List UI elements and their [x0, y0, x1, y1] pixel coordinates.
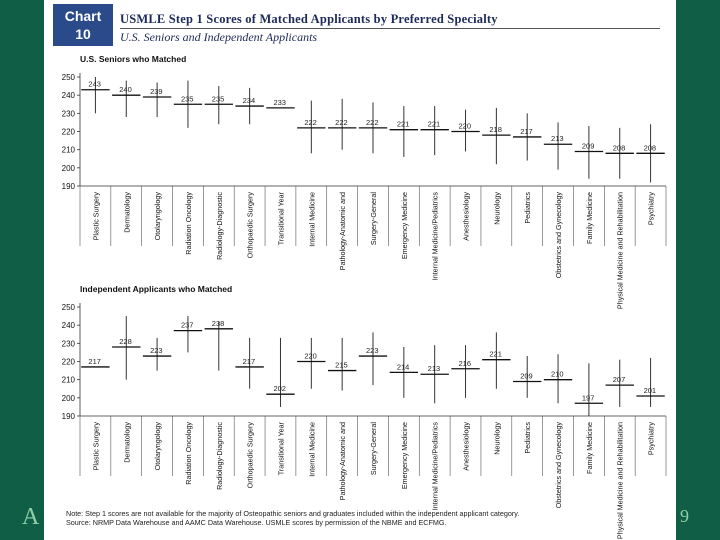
- slide-page-number: 9: [680, 506, 689, 526]
- slide-right-band: [676, 0, 720, 540]
- mean-score-label: 221: [396, 119, 410, 129]
- specialty-label: Family Medicine: [584, 192, 594, 244]
- mean-score-label: 210: [551, 369, 564, 379]
- mean-score-label: 240: [119, 85, 132, 95]
- mean-score-label: 218: [489, 125, 502, 135]
- specialty-label: Radiation Oncology: [183, 422, 193, 485]
- mean-score-label: 235: [180, 94, 194, 104]
- note-text: Note: Step 1 scores are not available for the majority of Osteopathic seniors and graduates included within the independent applicant category.: [66, 509, 520, 518]
- specialty-label: Emergency Medicine: [399, 192, 409, 260]
- specialty-label: Orthopaedic Surgery: [245, 422, 255, 489]
- mean-score-label: 239: [150, 86, 163, 96]
- mean-score-label: 214: [396, 362, 410, 372]
- specialty-label: Internal Medicine/Pediatrics: [430, 192, 440, 281]
- mean-score-label: 235: [211, 94, 225, 104]
- specialty-label: Anesthesiology: [461, 192, 471, 241]
- specialty-label: Transitional Year: [276, 192, 286, 246]
- mean-score-label: 223: [366, 346, 379, 356]
- source-text: Source: NRMP Data Warehouse and AAMC Data Warehouse. USMLE scores by permission of the NBME and ECFMG.: [66, 518, 447, 527]
- y-tick-label: 240: [61, 91, 75, 101]
- specialty-label: Obstetrics and Gynecology: [554, 192, 564, 279]
- specialty-label: Neurology: [492, 192, 502, 225]
- mean-score-label: 208: [643, 143, 657, 153]
- chart-title: USMLE Step 1 Scores of Matched Applicants by Preferred Specialty: [120, 12, 498, 26]
- badge-number: 10: [75, 26, 91, 42]
- specialty-label: Plastic Surgery: [91, 192, 101, 241]
- mean-score-label: 208: [612, 143, 626, 153]
- specialty-label: Internal Medicine: [307, 192, 317, 247]
- y-tick-label: 210: [61, 375, 75, 385]
- specialty-label: Surgery-General: [369, 192, 378, 246]
- mean-score-label: 238: [211, 318, 225, 328]
- mean-score-label: 215: [335, 360, 348, 370]
- mean-score-label: 209: [520, 371, 533, 381]
- mean-score-label: 217: [520, 126, 533, 136]
- mean-score-label: 201: [643, 386, 657, 396]
- specialty-label: Internal Medicine: [307, 422, 317, 477]
- y-tick-label: 200: [61, 163, 75, 173]
- specialty-label: Family Medicine: [584, 422, 594, 474]
- y-tick-label: 200: [61, 393, 75, 403]
- y-tick-label: 190: [61, 412, 75, 421]
- mean-score-label: 243: [88, 79, 101, 89]
- mean-score-label: 217: [242, 356, 256, 366]
- specialty-label: Neurology: [492, 422, 502, 455]
- y-tick-label: 230: [61, 339, 75, 349]
- y-tick-label: 240: [61, 321, 75, 331]
- specialty-label: Physical Medicine and Rehabilitation: [615, 192, 625, 310]
- specialty-label: Psychiatry: [646, 192, 656, 226]
- specialty-label: Radiology-Diagnostic: [214, 422, 224, 490]
- y-tick-label: 210: [61, 145, 75, 155]
- mean-score-label: 221: [427, 119, 441, 129]
- mean-score-label: 222: [366, 117, 379, 127]
- specialty-label: Dermatology: [122, 192, 132, 233]
- mean-score-label: 234: [242, 96, 256, 106]
- mean-score-label: 237: [180, 320, 194, 330]
- chart-page: [44, 0, 676, 540]
- score-charts: [44, 0, 676, 540]
- slide-left-band: [0, 0, 44, 540]
- mean-score-label: 222: [304, 117, 317, 127]
- specialty-label: Transitional Year: [276, 422, 286, 476]
- specialty-label: Physical Medicine and Rehabilitation: [615, 422, 625, 540]
- badge-label: Chart: [64, 8, 102, 24]
- specialty-label: Obstetrics and Gynecology: [554, 422, 564, 509]
- specialty-label: Orthopaedic Surgery: [245, 192, 255, 259]
- mean-score-label: 222: [335, 117, 348, 127]
- chart-subtitle: U.S. Seniors and Independent Applicants: [120, 30, 318, 44]
- specialty-label: Pathology-Anatomic and: [338, 192, 348, 271]
- specialty-label: Pathology-Anatomic and: [338, 422, 348, 501]
- specialty-label: Emergency Medicine: [399, 422, 409, 490]
- mean-score-label: 202: [273, 384, 286, 394]
- mean-score-label: 223: [150, 346, 163, 356]
- mean-score-label: 220: [304, 351, 317, 361]
- mean-score-label: 207: [612, 375, 626, 385]
- y-tick-label: 250: [61, 303, 75, 312]
- specialty-label: Pediatrics: [523, 422, 533, 454]
- mean-score-label: 216: [458, 358, 472, 368]
- mean-score-label: 233: [273, 97, 286, 107]
- chart-notes: [66, 509, 666, 527]
- y-tick-label: 190: [61, 182, 75, 191]
- mean-score-label: 217: [88, 356, 101, 366]
- mean-score-label: 197: [581, 393, 595, 403]
- specialty-label: Surgery-General: [369, 422, 378, 476]
- y-tick-label: 220: [61, 127, 75, 137]
- specialty-label: Anesthesiology: [461, 422, 471, 471]
- slide-corner-letter: A: [22, 504, 40, 530]
- specialty-label: Internal Medicine/Pediatrics: [430, 422, 440, 511]
- chart-panel-title: Independent Applicants who Matched: [80, 284, 233, 294]
- specialty-label: Pediatrics: [523, 192, 533, 224]
- mean-score-label: 209: [581, 141, 595, 151]
- specialty-label: Otolaryngology: [153, 192, 163, 241]
- chart-panel-title: U.S. Seniors who Matched: [80, 54, 187, 64]
- mean-score-label: 213: [551, 134, 564, 144]
- mean-score-label: 228: [119, 336, 132, 346]
- specialty-label: Psychiatry: [646, 422, 656, 456]
- y-tick-label: 220: [61, 357, 75, 367]
- specialty-label: Otolaryngology: [153, 422, 163, 471]
- mean-score-label: 220: [458, 121, 472, 131]
- mean-score-label: 213: [427, 364, 441, 374]
- y-tick-label: 230: [61, 109, 75, 119]
- specialty-label: Radiology-Diagnostic: [214, 192, 224, 260]
- specialty-label: Plastic Surgery: [91, 422, 101, 471]
- mean-score-label: 221: [489, 349, 502, 359]
- specialty-label: Dermatology: [122, 422, 132, 463]
- y-tick-label: 250: [61, 73, 75, 82]
- specialty-label: Radiation Oncology: [183, 192, 193, 255]
